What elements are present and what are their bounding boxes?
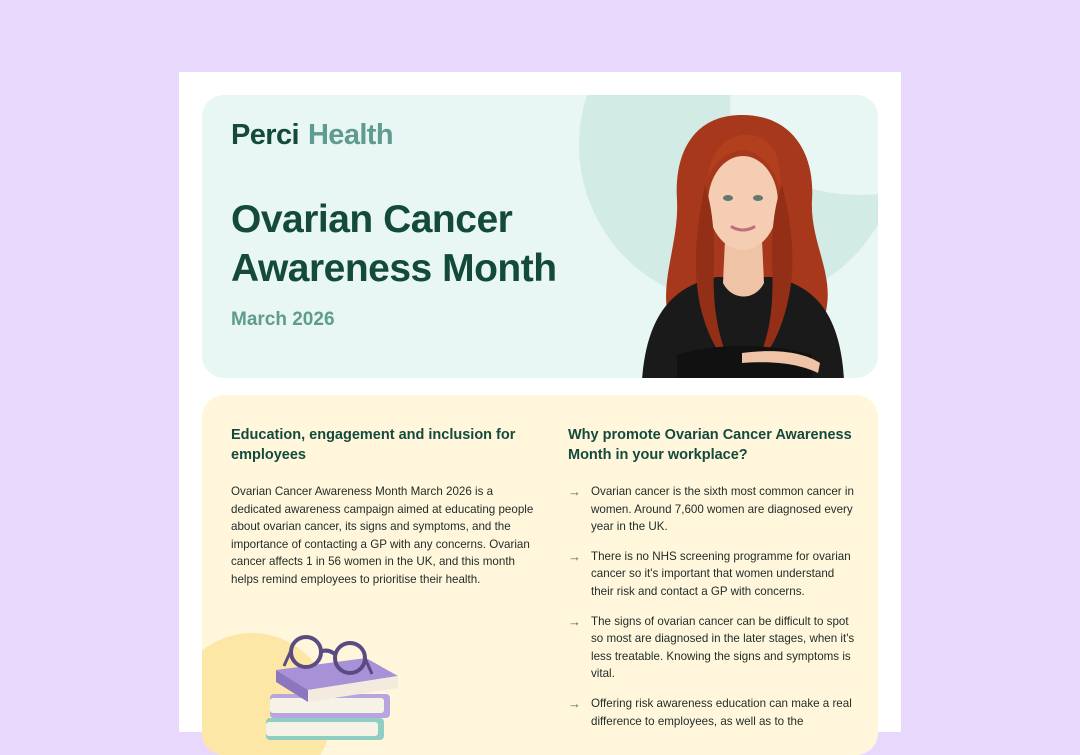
right-heading: Why promote Ovarian Cancer Awareness Month in your workplace? bbox=[568, 427, 852, 463]
benefits-list bbox=[568, 483, 858, 730]
hero-banner bbox=[202, 95, 878, 378]
campaign-date: March 2026 bbox=[231, 309, 335, 330]
portrait-image bbox=[622, 105, 862, 378]
list-item bbox=[568, 548, 858, 601]
list-item bbox=[568, 483, 858, 536]
page-title: Ovarian Cancer Awareness Month bbox=[231, 198, 557, 290]
brand-logo bbox=[231, 119, 393, 152]
intro-paragraph: Ovarian Cancer Awareness Month March 2026 is a dedicated awareness campaign aimed at educating people about ovarian cancer, its signs and symptoms, and the importance of contacting a GP with any concerns. Ovarian cancer affects 1 in 56 women in the UK, and this month helps remind employees to prioritise their health. bbox=[231, 485, 534, 586]
arrow-right-icon: → bbox=[568, 695, 581, 711]
content-panel bbox=[202, 395, 878, 755]
arrow-right-icon: → bbox=[568, 484, 581, 499]
list-item-text: The signs of ovarian cancer can be difficult to spot so most are diagnosed in the later stages, when it's less treatable. Knowing the signs and symptoms is vital. bbox=[591, 614, 855, 681]
list-item-text: Ovarian cancer is the sixth most common cancer in women. Around 7,600 women are diagnosed every year in the UK. bbox=[591, 485, 854, 534]
brand-name-part1: Perci bbox=[231, 119, 299, 151]
list-item-text: There is no NHS screening programme for ovarian cancer so it's important that women understand their risk and contact a GP with concerns. bbox=[591, 549, 851, 598]
right-column bbox=[568, 425, 858, 742]
books-and-glasses-illustration bbox=[262, 630, 412, 755]
left-column bbox=[231, 425, 541, 589]
brand-name-part2: Health bbox=[307, 119, 393, 151]
list-item bbox=[568, 613, 858, 683]
arrow-right-icon: → bbox=[568, 548, 581, 564]
list-item bbox=[568, 695, 858, 730]
arrow-right-icon: → bbox=[568, 613, 581, 629]
list-item-text: Offering risk awareness education can make a real difference to employees, as well as to the bbox=[591, 696, 852, 728]
left-heading: Education, engagement and inclusion for employees bbox=[231, 427, 516, 463]
newsletter-sheet bbox=[179, 72, 901, 732]
